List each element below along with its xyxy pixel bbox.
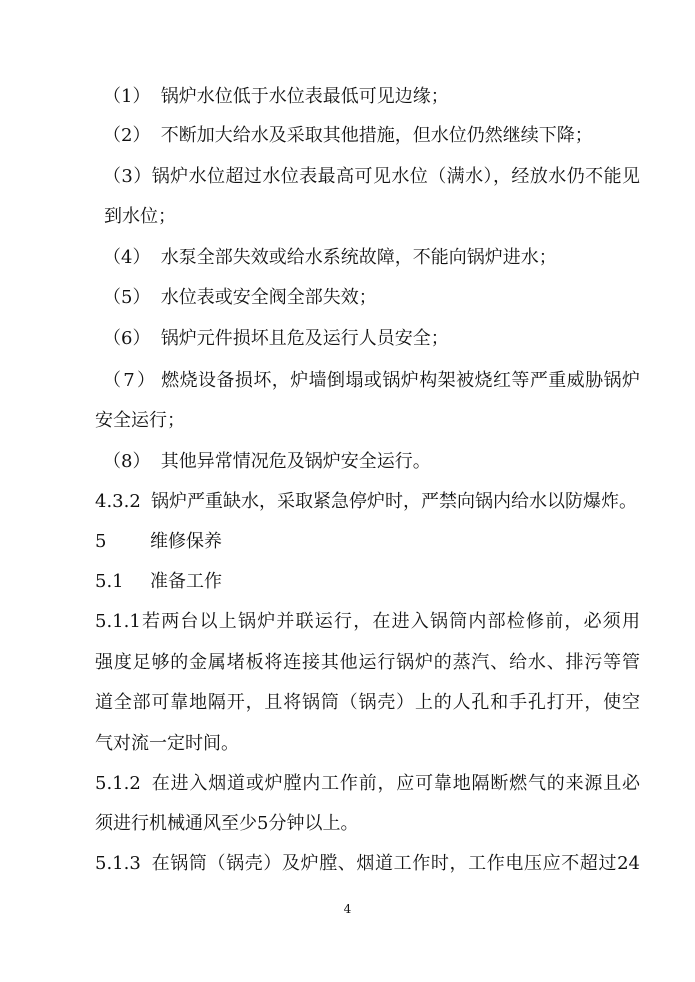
page-number: 4 <box>343 902 352 916</box>
item-text: 水位表或安全阀全部失效； <box>160 287 377 308</box>
list-item <box>103 287 640 309</box>
clause <box>95 611 640 633</box>
clause-text: 锅炉严重缺水，采取紧急停炉时，严禁向锅内给水以防爆炸。 <box>151 491 637 512</box>
clause-text: 在锅筒（锅壳）及炉膛、烟道工作时，工作电压应不超过24 <box>151 853 640 874</box>
section-number: 5.1 <box>95 571 124 592</box>
item-label: （8） <box>103 451 151 472</box>
clause-text: 强度足够的金属堵板将连接其他运行锅炉的蒸汽、给水、排污等管 <box>95 652 640 673</box>
clause-text: 须进行机械通风至少5分钟以上。 <box>95 813 359 834</box>
clause-number: 5.1.3 <box>95 853 141 874</box>
clause-number: 4.3.2 <box>95 491 141 512</box>
list-item <box>103 166 640 188</box>
list-item <box>103 125 640 147</box>
list-item <box>103 328 640 350</box>
subsection-heading <box>95 571 640 593</box>
section-heading <box>95 531 640 553</box>
item-text: 到水位； <box>104 206 176 227</box>
clause-continued <box>95 692 640 714</box>
list-item <box>103 86 640 108</box>
section-title: 准备工作 <box>150 571 222 592</box>
item-text: 其他异常情况危及锅炉安全运行。 <box>160 451 431 472</box>
item-label: （1） <box>103 86 151 107</box>
list-item-continued <box>104 206 641 228</box>
clause-continued <box>95 813 640 835</box>
item-text: 安全运行； <box>95 410 185 431</box>
clause-number: 5.1.2 <box>95 773 141 794</box>
item-label: （3） <box>103 166 152 187</box>
item-text: 锅炉水位超过水位表最高可见水位（满水），经放水仍不能见 <box>151 166 640 187</box>
item-label: （5） <box>103 287 151 308</box>
item-label: （2） <box>103 125 151 146</box>
item-text: 锅炉元件损坏且危及运行人员安全； <box>160 328 449 349</box>
item-label: （4） <box>103 247 151 268</box>
list-item <box>103 451 640 473</box>
list-item-continued <box>95 410 640 432</box>
clause-text: 气对流一定时间。 <box>95 733 239 754</box>
section-number: 5 <box>95 531 107 552</box>
clause-number: 5.1.1 <box>95 611 141 632</box>
item-text: 锅炉水位低于水位表最低可见边缘； <box>160 86 449 107</box>
clause-continued <box>95 652 640 674</box>
clause <box>95 491 640 513</box>
item-label: （7） <box>103 370 155 391</box>
clause-continued <box>95 733 640 755</box>
clause-text: 若两台以上锅炉并联运行，在进入锅筒内部检修前，必须用 <box>140 611 640 632</box>
list-item <box>103 247 640 269</box>
section-title: 维修保养 <box>150 531 222 552</box>
clause-text: 在进入烟道或炉膛内工作前，应可靠地隔断燃气的来源且必 <box>151 773 640 794</box>
list-item <box>103 370 640 392</box>
clause <box>95 773 640 795</box>
clause-text: 道全部可靠地隔开，且将锅筒（锅壳）上的人孔和手孔打开，使空 <box>95 692 640 713</box>
clause <box>95 853 640 875</box>
item-text: 水泵全部失效或给水系统故障，不能向锅炉进水； <box>160 247 557 268</box>
item-text: 燃烧设备损坏，炉墙倒塌或锅炉构架被烧红等严重威胁锅炉 <box>161 370 640 391</box>
item-label: （6） <box>103 328 151 349</box>
item-text: 不断加大给水及采取其他措施，但水位仍然继续下降； <box>160 125 593 146</box>
